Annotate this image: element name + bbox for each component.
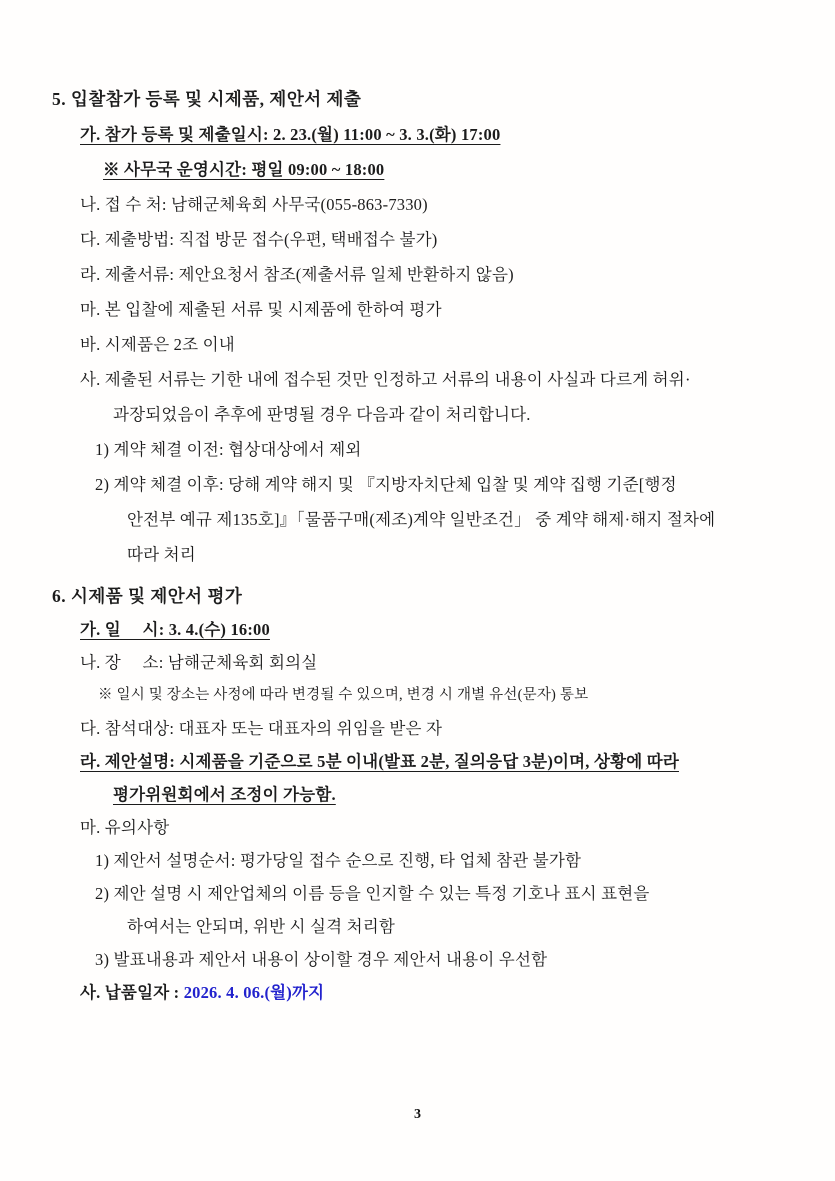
section5-heading: 5. 입찰참가 등록 및 시제품, 제안서 제출	[52, 89, 362, 109]
section5-item-submission-documents: 라. 제출서류: 제안요청서 참조(제출서류 일체 반환하지 않음)	[80, 265, 514, 284]
section6-item-datetime: 가. 일 시: 3. 4.(수) 16:00	[80, 620, 270, 639]
section6-item-attendees: 다. 참석대상: 대표자 또는 대표자의 위임을 받은 자	[80, 719, 443, 738]
section-6	[52, 580, 799, 1009]
section6-sub-anonymity-line2: 하여서는 안되며, 위반 시 실격 처리함	[127, 917, 396, 936]
page-number: 3	[414, 1107, 421, 1122]
section6-item-presentation-line2-text: 평가위원회에서 조정이 가능함.	[113, 785, 336, 804]
section5-item-false-documents-line2: 과장되었음이 추후에 판명될 경우 다음과 같이 처리합니다.	[113, 405, 531, 424]
section5-item-registration-period: 가. 참가 등록 및 제출일시: 2. 23.(월) 11:00 ~ 3. 3.(화) 17:00	[80, 125, 501, 144]
section5-item-evaluation-scope: 마. 본 입찰에 제출된 서류 및 시제품에 한하여 평가	[80, 300, 442, 319]
section6-sub-content-priority: 3) 발표내용과 제안서 내용이 상이할 경우 제안서 내용이 우선함	[95, 950, 548, 969]
section6-item-precautions: 마. 유의사항	[80, 818, 170, 837]
section5-sub-after-contract-line1: 2) 계약 체결 이후: 당해 계약 해지 및 『지방자치단체 입찰 및 계약 집행 기준[행정	[95, 475, 677, 494]
document-content	[52, 82, 799, 1009]
section6-sub-anonymity-line1: 2) 제안 설명 시 제안업체의 이름 등을 인지할 수 있는 특정 기호나 표시 표현을	[95, 884, 650, 903]
section5-item-prototype-limit: 바. 시제품은 2조 이내	[80, 335, 235, 354]
section5-item-false-documents-line1: 사. 제출된 서류는 기한 내에 접수된 것만 인정하고 서류의 내용이 사실과 다르게 허위·	[80, 370, 691, 389]
section6-note-change-notice: ※ 일시 및 장소는 사정에 따라 변경될 수 있으며, 변경 시 개별 유선(문자) 통보	[98, 687, 589, 703]
section5-sub-before-contract: 1) 계약 체결 이전: 협상대상에서 제외	[95, 440, 362, 459]
section5-sub-after-contract-line2: 안전부 예규 제135호]』「물품구매(제조)계약 일반조건」 중 계약 해제·해지 절차에	[127, 510, 716, 529]
section-5	[52, 82, 799, 572]
delivery-date-label: 사. 납품일자 :	[80, 983, 184, 1002]
section5-item-submission-method: 다. 제출방법: 직접 방문 접수(우편, 택배접수 불가)	[80, 230, 438, 249]
section6-item-location: 나. 장 소: 남해군체육회 회의실	[80, 653, 318, 672]
section5-note-office-hours: ※ 사무국 운영시간: 평일 09:00 ~ 18:00	[103, 160, 385, 179]
section6-item-delivery-date	[52, 976, 799, 1009]
section5-item-reception-place: 나. 접 수 처: 남해군체육회 사무국(055-863-7330)	[80, 195, 428, 214]
section6-item-presentation-line1: 라. 제안설명: 시제품을 기준으로 5분 이내(발표 2분, 질의응답 3분)이며, 상황에 따라	[80, 752, 679, 771]
section6-heading: 6. 시제품 및 제안서 평가	[52, 586, 243, 606]
section5-sub-after-contract-line3: 따라 처리	[127, 545, 196, 564]
section6-sub-presentation-order: 1) 제안서 설명순서: 평가당일 접수 순으로 진행, 타 업체 참관 불가함	[95, 851, 582, 870]
section6-item-presentation-line2	[52, 778, 799, 811]
delivery-date-value: 2026. 4. 06.(월)까지	[183, 983, 325, 1002]
